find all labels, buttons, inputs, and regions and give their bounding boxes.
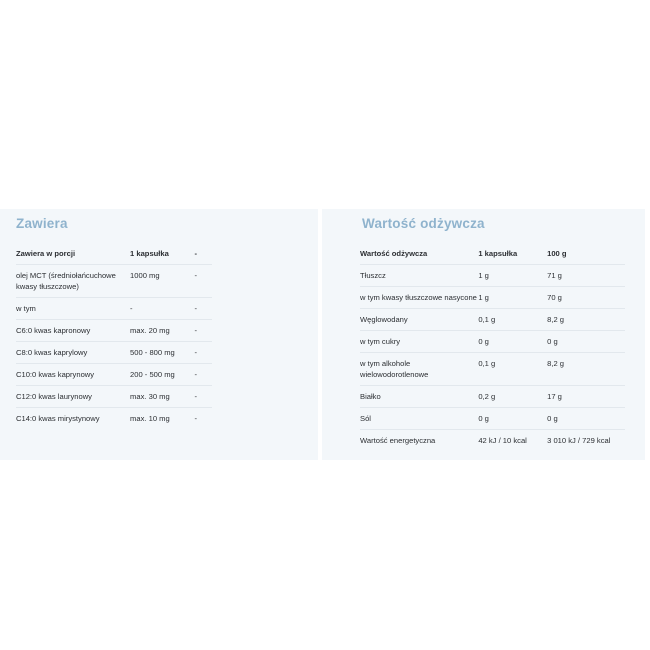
table-cell: C14:0 kwas mirystynowy	[16, 414, 100, 423]
column-header: Wartość odżywcza	[360, 249, 428, 258]
table-cell: -	[194, 414, 198, 423]
table-cell: w tym	[16, 304, 36, 313]
table-row	[360, 430, 625, 452]
table-cell: -	[194, 326, 198, 335]
table-header-row	[16, 243, 212, 265]
table-cell: C10:0 kwas kaprynowy	[16, 370, 95, 379]
table-cell: max. 10 mg	[130, 414, 170, 423]
table-cell: 200 - 500 mg	[130, 370, 175, 379]
table-cell: Tłuszcz	[360, 271, 386, 280]
table-cell: max. 30 mg	[130, 392, 170, 401]
table-cell: 0 g	[547, 414, 558, 423]
table-cell: 0,2 g	[478, 392, 496, 401]
table-cell: -	[130, 304, 133, 313]
table-header-row	[360, 243, 625, 265]
table-cell: C12:0 kwas laurynowy	[16, 392, 92, 401]
table-cell: 0 g	[478, 337, 489, 346]
column-header: 100 g	[547, 249, 567, 258]
nutrition-table	[360, 243, 625, 451]
table-cell: Wartość energetyczna	[360, 436, 436, 445]
contents-panel	[0, 209, 318, 460]
table-cell: 500 - 800 mg	[130, 348, 175, 357]
table-cell: 8,2 g	[547, 359, 564, 368]
table-cell: 0,1 g	[478, 315, 496, 324]
table-cell: Węglowodany	[360, 315, 408, 324]
table-cell: -	[194, 348, 198, 357]
table-cell: 8,2 g	[547, 315, 564, 324]
table-row	[16, 265, 212, 298]
table-row	[360, 309, 625, 331]
table-cell: C6:0 kwas kapronowy	[16, 326, 91, 335]
table-row	[360, 408, 625, 430]
table-cell: C8:0 kwas kaprylowy	[16, 348, 88, 357]
table-cell: 1000 mg	[130, 271, 160, 280]
table-cell: max. 20 mg	[130, 326, 170, 335]
table-cell: 1 g	[478, 293, 489, 302]
table-row	[360, 287, 625, 309]
table-cell: 0 g	[478, 414, 489, 423]
table-cell: w tym cukry	[360, 337, 401, 346]
table-cell: 71 g	[547, 271, 562, 280]
contents-table	[16, 243, 212, 429]
column-header: 1 kapsułka	[478, 249, 518, 258]
table-row	[16, 408, 212, 430]
table-cell: 3 010 kJ / 729 kcal	[547, 436, 611, 445]
table-row	[360, 353, 625, 386]
table-row	[360, 265, 625, 287]
table-cell: 1 g	[478, 271, 489, 280]
table-cell: Sól	[360, 414, 371, 423]
contents-title: Zawiera	[16, 216, 68, 231]
table-cell: olej MCT (średniołańcuchowe kwasy tłuszczowe)	[16, 271, 116, 291]
table-cell: 42 kJ / 10 kcal	[478, 436, 527, 445]
table-cell: -	[194, 392, 198, 401]
table-cell: -	[194, 271, 198, 280]
nutrition-panel	[322, 209, 645, 460]
table-cell: 70 g	[547, 293, 562, 302]
table-cell: Białko	[360, 392, 381, 401]
table-row	[360, 331, 625, 353]
table-row	[16, 298, 212, 320]
table-row	[360, 386, 625, 408]
table-row	[16, 342, 212, 364]
nutrition-title: Wartość odżywcza	[362, 216, 485, 231]
table-cell: 0 g	[547, 337, 558, 346]
column-header: Zawiera w porcji	[16, 249, 76, 258]
column-header: 1 kapsułka	[130, 249, 169, 258]
table-cell: -	[194, 370, 198, 379]
column-header: -	[194, 249, 198, 258]
table-cell: w tym kwasy tłuszczowe nasycone	[360, 293, 477, 302]
table-row	[16, 364, 212, 386]
table-row	[16, 320, 212, 342]
table-cell: w tym alkohole wielowodorotlenowe	[360, 359, 429, 379]
table-row	[16, 386, 212, 408]
table-cell: 17 g	[547, 392, 562, 401]
table-cell: -	[194, 304, 198, 313]
table-cell: 0,1 g	[478, 359, 496, 368]
